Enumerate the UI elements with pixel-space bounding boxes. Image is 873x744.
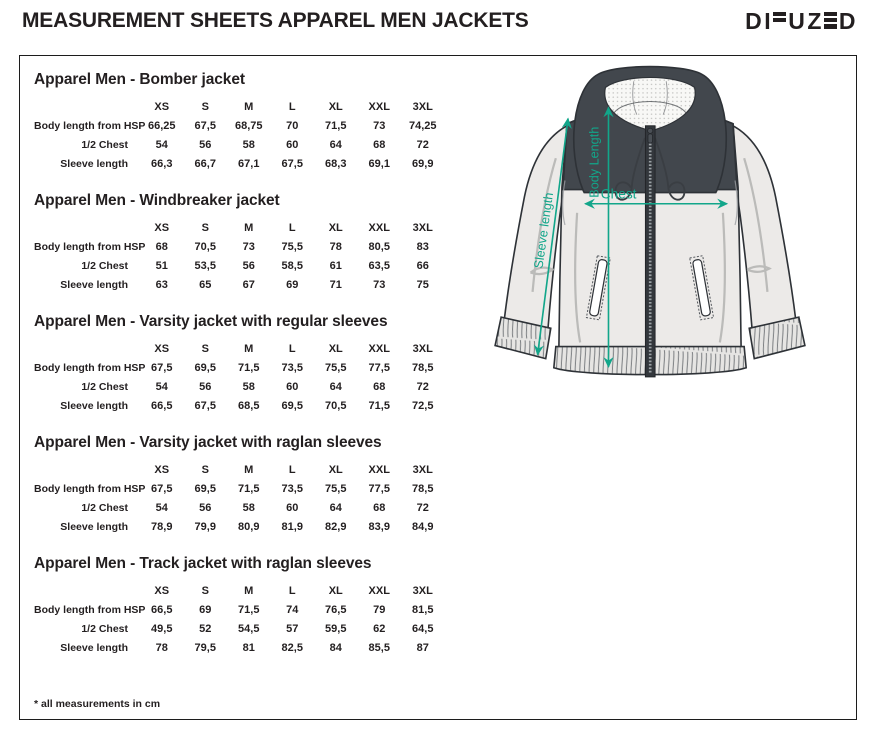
measurement-value: 75,5 — [325, 362, 347, 374]
measurement-value: 85,5 — [368, 642, 390, 654]
logo-letter: I — [764, 7, 772, 34]
size-column-header: XL — [328, 464, 343, 476]
row-label: Body length from HSP — [34, 483, 146, 495]
measurement-value: 82,5 — [281, 642, 303, 654]
measurement-value: 80,5 — [368, 241, 390, 253]
size-column-header: XXL — [368, 464, 390, 476]
size-column-header: 3XL — [412, 464, 433, 476]
measurement-value: 78,9 — [151, 521, 173, 533]
measurement-value: 67,5 — [194, 400, 216, 412]
measurement-value: 64,5 — [412, 623, 434, 635]
measurement-value: 71 — [329, 279, 342, 291]
size-table-section — [34, 434, 484, 537]
measurement-value: 52 — [199, 623, 212, 635]
measurement-value: 78 — [329, 241, 342, 253]
measurement-value: 68 — [373, 381, 386, 393]
measurement-value: 67,5 — [281, 158, 303, 170]
measurement-value: 66,7 — [194, 158, 216, 170]
measurement-value: 63 — [155, 279, 168, 291]
measurement-value: 72,5 — [412, 400, 434, 412]
measurement-value: 58,5 — [281, 260, 303, 272]
page-title: MEASUREMENT SHEETS APPAREL MEN JACKETS — [22, 9, 529, 32]
measurement-value: 67,5 — [151, 483, 173, 495]
corner-cell — [34, 582, 140, 601]
size-column-header: XS — [154, 464, 170, 476]
measurement-value: 64 — [329, 502, 342, 514]
measurement-value: 49,5 — [151, 623, 173, 635]
size-column-header: M — [244, 101, 254, 113]
size-column-header: S — [201, 222, 209, 234]
measurement-value: 68 — [373, 139, 386, 151]
measurement-value: 60 — [286, 139, 299, 151]
sheet-frame — [19, 55, 857, 720]
row-label: Sleeve length — [60, 642, 128, 654]
measurement-value: 72 — [416, 502, 429, 514]
section-title: Apparel Men - Windbreaker jacket — [34, 192, 280, 209]
size-column-header: S — [201, 464, 209, 476]
measurement-value: 70,5 — [325, 400, 347, 412]
size-column-header: M — [244, 585, 254, 597]
measurement-value: 66,5 — [151, 400, 173, 412]
measurement-value: 66,3 — [151, 158, 173, 170]
size-column-header: S — [201, 585, 209, 597]
measurement-value: 80,9 — [238, 521, 260, 533]
measurement-value: 54,5 — [238, 623, 260, 635]
measurement-value: 69,9 — [412, 158, 434, 170]
measurement-value: 73 — [373, 279, 386, 291]
size-table-section — [34, 71, 484, 174]
logo-letter: D — [838, 7, 856, 34]
measurement-value: 54 — [155, 502, 168, 514]
section-title: Apparel Men - Bomber jacket — [34, 71, 245, 88]
size-column-header: M — [244, 222, 254, 234]
measurement-value: 78,5 — [412, 362, 434, 374]
measurement-value: 71,5 — [238, 483, 260, 495]
measurement-value: 63,5 — [368, 260, 390, 272]
measurement-value: 79,5 — [194, 642, 216, 654]
size-column-header: S — [201, 343, 209, 355]
measurement-value: 77,5 — [368, 483, 390, 495]
footnote: * all measurements in cm — [34, 698, 161, 710]
measurement-value: 67 — [242, 279, 255, 291]
measurement-value: 69,5 — [194, 483, 216, 495]
measurement-value: 73,5 — [281, 362, 303, 374]
measurement-value: 67,1 — [238, 158, 260, 170]
corner-cell — [34, 340, 140, 359]
measurement-value: 64 — [329, 381, 342, 393]
measurement-value: 69,5 — [281, 400, 303, 412]
measurement-value: 76,5 — [325, 604, 347, 616]
measurement-value: 87 — [416, 642, 429, 654]
measurement-value: 81 — [242, 642, 255, 654]
measurement-value: 56 — [199, 139, 212, 151]
size-column-header: XS — [154, 343, 170, 355]
measurement-value: 84,9 — [412, 521, 434, 533]
tables-column — [34, 71, 484, 676]
size-column-header: 3XL — [412, 343, 433, 355]
measurement-value: 54 — [155, 139, 168, 151]
row-label: 1/2 Chest — [81, 502, 128, 514]
jacket-right-sleeve — [733, 126, 796, 332]
measurement-value: 75,5 — [281, 241, 303, 253]
measurement-value: 83,9 — [368, 521, 390, 533]
measurement-value: 69 — [286, 279, 299, 291]
measurement-value: 73 — [373, 120, 386, 132]
corner-cell — [34, 98, 140, 117]
measurement-value: 70 — [286, 120, 299, 132]
size-column-header: M — [244, 343, 254, 355]
section-title: Apparel Men - Varsity jacket with raglan sleeves — [34, 434, 382, 451]
size-column-header: L — [288, 101, 296, 113]
section-title: Apparel Men - Track jacket with raglan sleeves — [34, 555, 372, 572]
body-length-label: Body Length — [587, 126, 602, 198]
measurement-value: 58 — [242, 139, 255, 151]
measurement-table — [34, 340, 484, 416]
measurement-value: 68,75 — [234, 120, 263, 132]
size-column-header: L — [288, 464, 296, 476]
size-column-header: 3XL — [412, 101, 433, 113]
measurement-value: 56 — [199, 381, 212, 393]
measurement-value: 78,5 — [412, 483, 434, 495]
measurement-table — [34, 461, 484, 537]
measurement-value: 71,5 — [325, 120, 347, 132]
size-column-header: XS — [154, 101, 170, 113]
measurement-value: 75,5 — [325, 483, 347, 495]
measurement-value: 56 — [242, 260, 255, 272]
logo-e-glyph — [824, 12, 837, 29]
measurement-value: 58 — [242, 381, 255, 393]
section-title: Apparel Men - Varsity jacket with regular sleeves — [34, 313, 388, 330]
measurement-value: 68,5 — [238, 400, 260, 412]
measurement-value: 53,5 — [194, 260, 216, 272]
corner-cell — [34, 219, 140, 238]
measurement-value: 66,5 — [151, 604, 173, 616]
measurement-value: 60 — [286, 502, 299, 514]
size-table-section — [34, 555, 484, 658]
logo-letter: U — [788, 7, 806, 34]
measurement-value: 71,5 — [238, 362, 260, 374]
size-table-section — [34, 313, 484, 416]
chest-label: Chest — [600, 186, 637, 202]
measurement-value: 75 — [416, 279, 429, 291]
row-label: 1/2 Chest — [81, 139, 128, 151]
row-label: Sleeve length — [60, 400, 128, 412]
measurement-value: 69,1 — [368, 158, 390, 170]
row-label: Body length from HSP — [34, 604, 146, 616]
size-column-header: XL — [328, 585, 343, 597]
size-table-section — [34, 192, 484, 295]
measurement-value: 71,5 — [368, 400, 390, 412]
size-column-header: S — [201, 101, 209, 113]
row-label: Sleeve length — [60, 158, 128, 170]
logo-letter: D — [745, 7, 763, 34]
measurement-value: 66 — [416, 260, 429, 272]
row-label: 1/2 Chest — [81, 623, 128, 635]
logo-f-glyph — [773, 12, 786, 29]
measurement-value: 84 — [329, 642, 342, 654]
size-column-header: XL — [328, 101, 343, 113]
measurement-value: 74,25 — [408, 120, 437, 132]
measurement-value: 69,5 — [194, 362, 216, 374]
row-label: Body length from HSP — [34, 241, 146, 253]
row-label: 1/2 Chest — [81, 381, 128, 393]
measurement-value: 79,9 — [194, 521, 216, 533]
row-label: Sleeve length — [60, 279, 128, 291]
size-column-header: XXL — [368, 101, 390, 113]
measurement-value: 65 — [199, 279, 212, 291]
measurement-table — [34, 582, 484, 658]
size-column-header: XL — [328, 343, 343, 355]
size-column-header: L — [288, 222, 296, 234]
measurement-value: 68 — [373, 502, 386, 514]
measurement-value: 81,9 — [281, 521, 303, 533]
size-column-header: XXL — [368, 343, 390, 355]
size-column-header: XXL — [368, 585, 390, 597]
zipper-pull — [648, 128, 653, 133]
measurement-value: 73 — [242, 241, 255, 253]
measurement-table — [34, 219, 484, 295]
size-column-header: XL — [328, 222, 343, 234]
measurement-value: 70,5 — [194, 241, 216, 253]
size-column-header: 3XL — [412, 222, 433, 234]
row-label: Body length from HSP — [34, 120, 146, 132]
measurement-value: 79 — [373, 604, 386, 616]
jacket-left-sleeve — [504, 126, 567, 332]
measurement-value: 51 — [155, 260, 168, 272]
measurement-value: 82,9 — [325, 521, 347, 533]
measurement-table — [34, 98, 484, 174]
measurement-value: 56 — [199, 502, 212, 514]
measurement-value: 57 — [286, 623, 299, 635]
row-label: 1/2 Chest — [81, 260, 128, 272]
row-label: Sleeve length — [60, 521, 128, 533]
measurement-value: 62 — [373, 623, 386, 635]
measurement-value: 58 — [242, 502, 255, 514]
measurement-value: 59,5 — [325, 623, 347, 635]
measurement-value: 73,5 — [281, 483, 303, 495]
measurement-value: 68,3 — [325, 158, 347, 170]
size-column-header: XS — [154, 222, 170, 234]
measurement-value: 64 — [329, 139, 342, 151]
measurement-value: 74 — [286, 604, 299, 616]
corner-cell — [34, 461, 140, 480]
size-column-header: M — [244, 464, 254, 476]
measurement-value: 60 — [286, 381, 299, 393]
size-column-header: 3XL — [412, 585, 433, 597]
measurement-value: 72 — [416, 139, 429, 151]
jacket-diagram — [492, 61, 808, 387]
measurement-value: 67,5 — [194, 120, 216, 132]
row-label: Body length from HSP — [34, 362, 146, 374]
measurement-value: 77,5 — [368, 362, 390, 374]
measurement-value: 83 — [416, 241, 429, 253]
measurement-value: 81,5 — [412, 604, 434, 616]
size-column-header: XXL — [368, 222, 390, 234]
measurement-value: 78 — [155, 642, 168, 654]
measurement-value: 67,5 — [151, 362, 173, 374]
brand-logo — [745, 7, 856, 34]
sleeve-length-label: Sleeve length — [531, 191, 557, 270]
measurement-value: 68 — [155, 241, 168, 253]
measurement-value: 66,25 — [147, 120, 176, 132]
zipper-pull — [648, 134, 653, 143]
size-column-header: L — [288, 343, 296, 355]
size-column-header: XS — [154, 585, 170, 597]
measurement-value: 69 — [199, 604, 212, 616]
measurement-value: 54 — [155, 381, 168, 393]
measurement-value: 71,5 — [238, 604, 260, 616]
measurement-value: 61 — [329, 260, 342, 272]
size-column-header: L — [288, 585, 296, 597]
measurement-value: 72 — [416, 381, 429, 393]
logo-letter: Z — [807, 7, 822, 34]
